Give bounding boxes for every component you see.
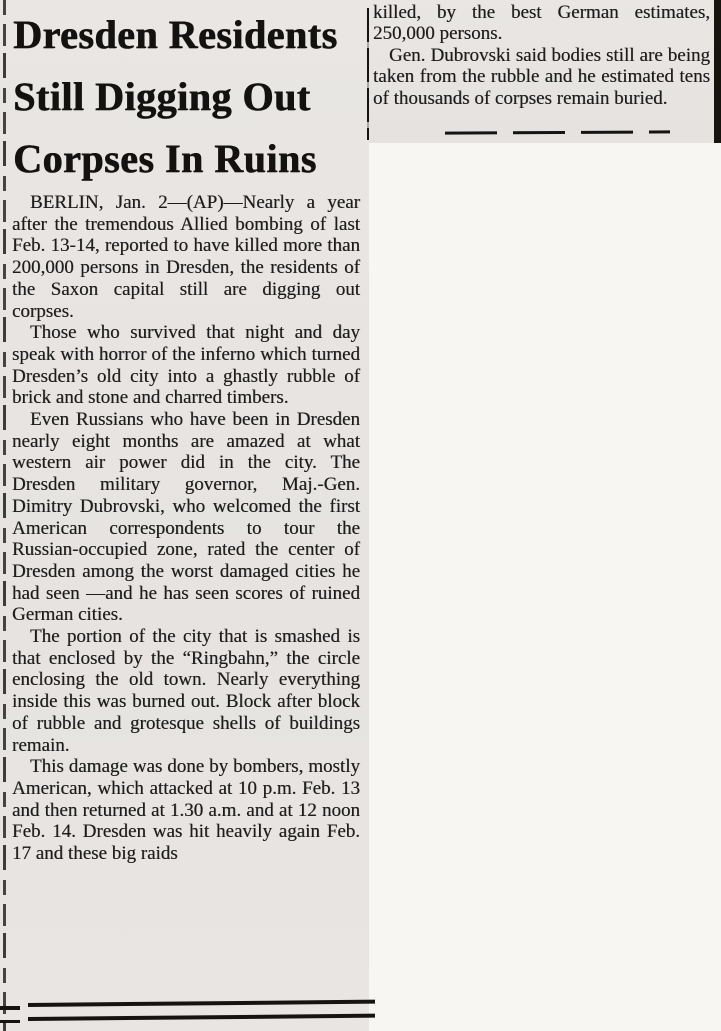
paragraph-ringbahn: The portion of the city that is smashed is that enclosed by the “Ringbahn,” the circle enclosing the old town. Nearly everything inside this was burned out. Block after block of rubble and grotesque shells of buildings remain.: [12, 626, 360, 756]
scan-right-edge-shadow: [714, 0, 721, 143]
paragraph-survivors: Those who survived that night and day speak with horror of the inferno which turned Dresden’s old city into a ghastly rubble of brick and stone and charred timbers.: [12, 322, 360, 409]
column-divider-rule: [367, 8, 369, 140]
headline-line-1: Dresden Residents: [13, 12, 338, 57]
paragraph-bombers: This damage was done by bombers, mostly American, which attacked at 10 p.m. Feb. 13 and then returned at 1.30 a.m. and at 12 noon Feb. 14. Dresden was hit heavily again Feb. 17 and these big raids: [12, 756, 360, 865]
paragraph-russians-governor: Even Russians who have been in Dresden nearly eight months are amazed at what western air power did in the city. The Dresden military governor, Maj.-Gen. Dimitry Dubrovski, who welcomed the first American correspondents to tour the Russian-occupied zone, rated the center of Dresden among the worst damaged cities he had seen —and he has seen scores of ruined German cities.: [12, 409, 360, 626]
left-margin-column-rule: [3, 0, 6, 1031]
paragraph-bodies-in-rubble: Gen. Dubrovski said bodies still are being taken from the rubble and he estimated tens of thousands of corpses remain buried.: [373, 44, 710, 109]
article-left-column: [12, 192, 360, 865]
headline-line-3: Corpses In Ruins: [13, 136, 317, 181]
bottom-double-rule-stub-bottom: [0, 1020, 20, 1023]
paragraph-estimates-continuation: killed, by the best German estimates, 250,000 persons.: [373, 2, 710, 45]
bottom-double-rule-stub-top: [0, 1006, 20, 1010]
paragraph-dateline-lead: BERLIN, Jan. 2—(AP)—Nearly a year after the tremendous Allied bombing of last Feb. 13-14, reported to have killed more than 200,000 persons in Dresden, the residents of the Saxon capital still are digging out corpses.: [12, 192, 360, 322]
article-headline: [13, 4, 365, 190]
article-right-column: [373, 2, 710, 109]
headline-line-2: Still Digging Out: [13, 74, 311, 119]
